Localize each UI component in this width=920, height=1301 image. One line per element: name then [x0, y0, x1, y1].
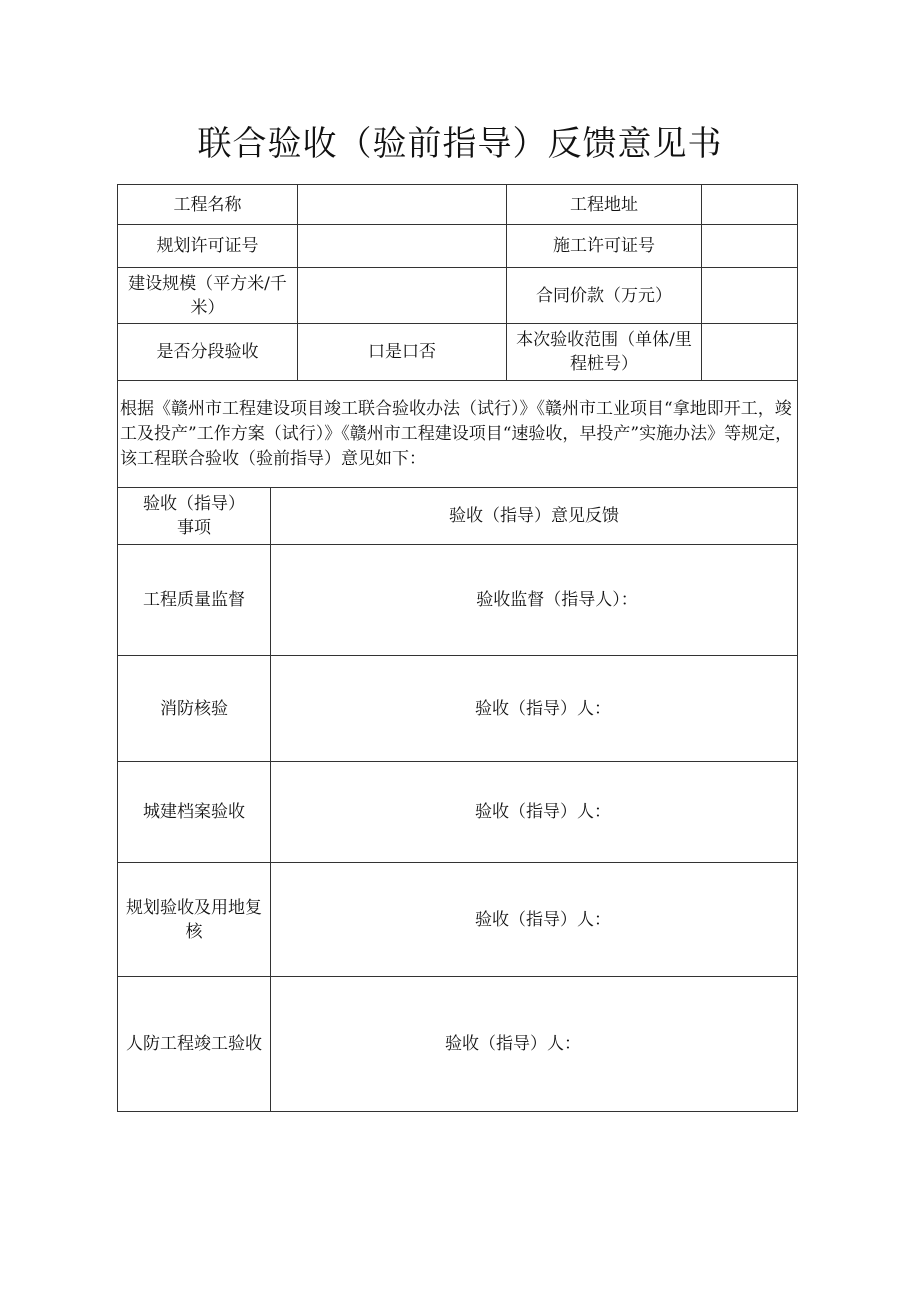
staged-acceptance-label: 是否分段验收 [118, 324, 298, 381]
feedback-cell[interactable] [271, 545, 798, 656]
construction-permit-label: 施工许可证号 [507, 225, 702, 268]
table-row [118, 863, 798, 977]
feedback-cell[interactable] [271, 863, 798, 977]
planning-permit-label: 规划许可证号 [118, 225, 298, 268]
header-feedback: 验收（指导）意见反馈 [271, 488, 798, 545]
contract-price-label: 合同价款（万元） [507, 268, 702, 324]
table-row [118, 185, 798, 225]
project-address-field[interactable] [702, 185, 798, 225]
feedback-cell[interactable] [271, 762, 798, 863]
table-row [118, 381, 798, 488]
item-label: 消防核验 [118, 656, 271, 762]
item-label: 人防工程竣工验收 [118, 977, 271, 1112]
document-title: 联合验收（验前指导）反馈意见书 [197, 124, 723, 164]
table-row [118, 225, 798, 268]
item-label: 工程质量监督 [118, 545, 271, 656]
feedback-cell[interactable] [271, 977, 798, 1112]
project-info-table [117, 184, 798, 488]
signer-label: 验收监督（指导人）： [476, 590, 638, 610]
intro-paragraph: 根据《赣州市工程建设项目竣工联合验收办法（试行）》《赣州市工业项目“拿地即开工，竣工及投产”工作方案（试行）》《赣州市工程建设项目“速验收，早投产”实施办法》等规定，该工程联合验收（验前指导）意见如下： [118, 381, 798, 488]
project-address-label: 工程地址 [507, 185, 702, 225]
signer-label: 验收（指导）人： [445, 1034, 581, 1054]
signer-label: 验收（指导）人： [475, 802, 611, 822]
table-header-row [118, 488, 798, 545]
table-row [118, 762, 798, 863]
table-row [118, 324, 798, 381]
project-name-label: 工程名称 [118, 185, 298, 225]
acceptance-scope-field[interactable] [702, 324, 798, 381]
header-acceptance-item: 验收（指导）事项 [118, 488, 271, 545]
table-row [118, 656, 798, 762]
table-row [118, 268, 798, 324]
scale-field[interactable] [298, 268, 507, 324]
table-row [118, 977, 798, 1112]
table-row [118, 545, 798, 656]
item-label: 城建档案验收 [118, 762, 271, 863]
signer-label: 验收（指导）人： [475, 698, 611, 719]
signer-label: 验收（指导）人： [475, 909, 611, 930]
project-name-field[interactable] [298, 185, 507, 225]
scale-label: 建设规模（平方米/千米） [118, 268, 298, 324]
planning-permit-field[interactable] [298, 225, 507, 268]
acceptance-scope-label: 本次验收范围（单体/里程桩号） [507, 324, 702, 381]
staged-acceptance-options[interactable]: 口是口否 [298, 324, 507, 381]
feedback-table [117, 487, 798, 1112]
item-label: 规划验收及用地复核 [118, 863, 271, 977]
contract-price-field[interactable] [702, 268, 798, 324]
construction-permit-field[interactable] [702, 225, 798, 268]
feedback-cell[interactable] [271, 656, 798, 762]
